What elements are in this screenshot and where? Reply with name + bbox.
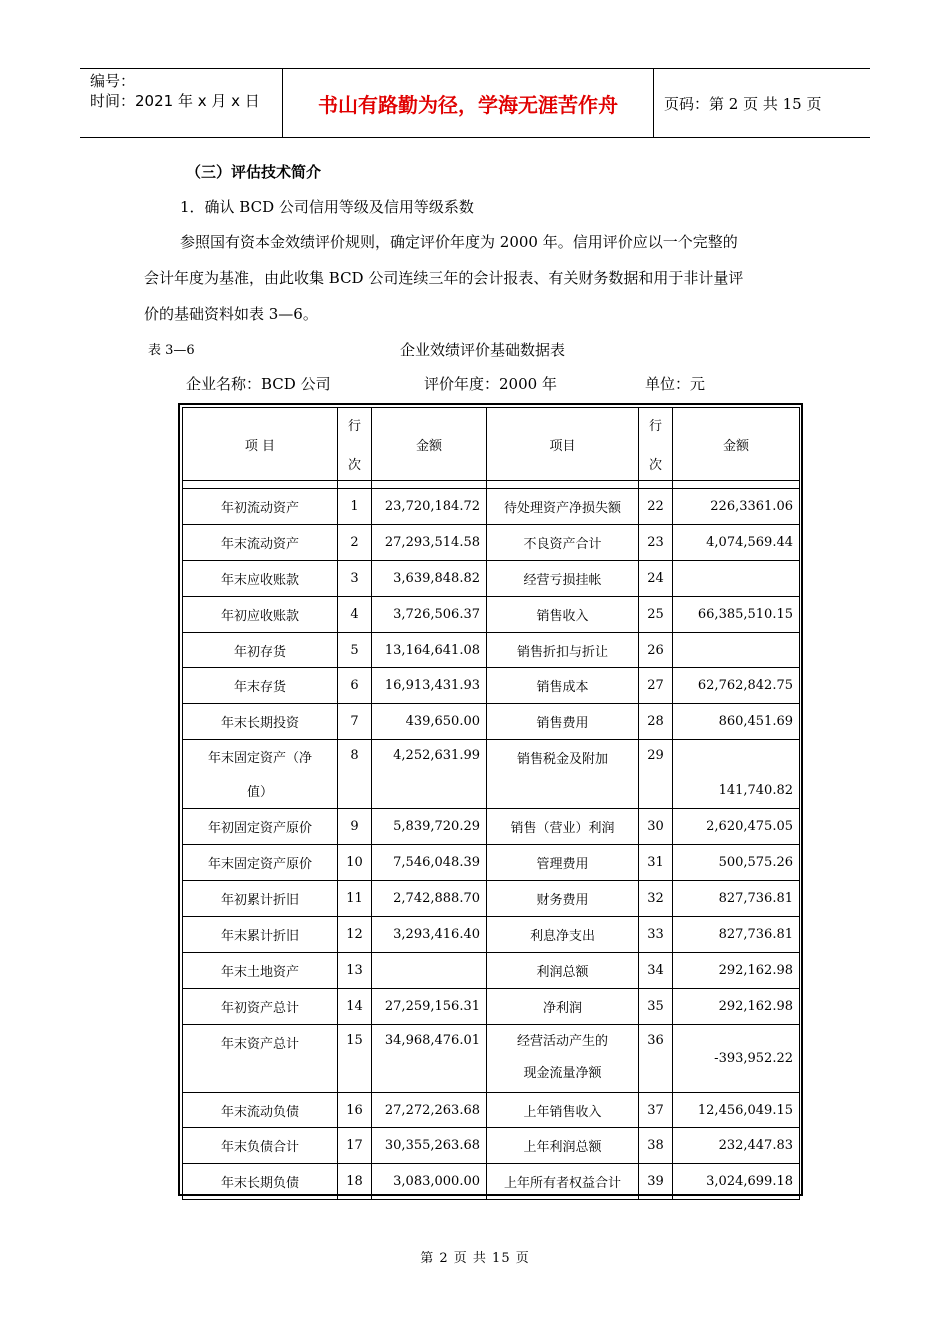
table-row — [183, 916, 800, 952]
performance-data-table — [178, 403, 803, 1196]
row-no: 8 — [338, 740, 372, 809]
row-item: 年末存货 — [183, 668, 338, 704]
header-row-no-2-top: 行 — [648, 419, 662, 434]
row-item: 年初应收账款 — [183, 596, 338, 632]
row-item: 年初流动资产 — [183, 489, 338, 525]
row-no: 1 — [338, 489, 372, 525]
row-amount: 30,355,263.68 — [372, 1128, 487, 1164]
row-item-2: 销售收入 — [487, 596, 639, 632]
row-no: 2 — [338, 524, 372, 560]
row-no: 3 — [338, 560, 372, 596]
row-no: 6 — [338, 668, 372, 704]
header-amount-2: 金额 — [673, 408, 800, 481]
header-item: 项 目 — [183, 408, 338, 481]
header-row-no — [338, 408, 372, 481]
section-heading: （三）评估技术简介 — [186, 163, 322, 181]
header-row-no-top: 行 — [347, 419, 361, 434]
row-amount-2 — [673, 560, 800, 596]
header-item-2: 项目 — [487, 408, 639, 481]
table-row — [183, 489, 800, 525]
row-no: 7 — [338, 704, 372, 740]
page-footer: 第 2 页 共 15 页 — [420, 1251, 530, 1266]
row-item-2: 待处理资产净损失额 — [487, 489, 639, 525]
row-amount: 5,839,720.29 — [372, 809, 487, 845]
row-amount-2: 827,736.81 — [673, 916, 800, 952]
row-item: 年末资产总计 — [183, 1024, 338, 1092]
header-time-label: 时间：2021 年 x 月 x 日 — [90, 92, 260, 110]
header-row-no-2-bottom: 次 — [648, 458, 662, 473]
row-no-2: 36 — [639, 1024, 673, 1092]
unit-line: 单位：元 — [645, 375, 706, 393]
row-amount: 7,546,048.39 — [372, 845, 487, 881]
company-name-line: 企业名称：BCD 公司 — [186, 375, 331, 393]
row-item-2: 上年利润总额 — [487, 1128, 639, 1164]
header-row-no-2 — [639, 408, 673, 481]
row-item: 年末流动资产 — [183, 524, 338, 560]
row-amount — [372, 952, 487, 988]
table-row — [183, 988, 800, 1024]
row-no: 9 — [338, 809, 372, 845]
row-no-2: 30 — [639, 809, 673, 845]
table-row — [183, 668, 800, 704]
header-page-label: 页码：第 2 页 共 15 页 — [664, 94, 822, 113]
row-no-2: 31 — [639, 845, 673, 881]
row-amount: 27,293,514.58 — [372, 524, 487, 560]
page-header — [80, 68, 870, 138]
row-amount-2: -393,952.22 — [673, 1024, 800, 1092]
row-amount: 16,913,431.93 — [372, 668, 487, 704]
row-no: 10 — [338, 845, 372, 881]
row-amount: 13,164,641.08 — [372, 632, 487, 668]
row-amount-2: 2,620,475.05 — [673, 809, 800, 845]
row-amount-2: 4,074,569.44 — [673, 524, 800, 560]
row-item-2: 经营亏损挂帐 — [487, 560, 639, 596]
evaluation-year-line: 评价年度：2000 年 — [424, 375, 557, 393]
spacer-cell — [372, 481, 487, 489]
row-item: 年初累计折旧 — [183, 881, 338, 917]
row-no-2: 27 — [639, 668, 673, 704]
row-item: 年末负债合计 — [183, 1128, 338, 1164]
row-no: 13 — [338, 952, 372, 988]
table-row — [183, 845, 800, 881]
row-item — [183, 740, 338, 809]
paragraph-line-3: 价的基础资料如表 3—6。 — [144, 305, 318, 323]
row-item-line-1: 年末固定资产（净 — [207, 751, 312, 767]
row-amount: 3,726,506.37 — [372, 596, 487, 632]
table-number: 表 3—6 — [148, 343, 195, 358]
row-item: 年末土地资产 — [183, 952, 338, 988]
row-amount-2: 500,575.26 — [673, 845, 800, 881]
row-item-2: 销售成本 — [487, 668, 639, 704]
table-row — [183, 560, 800, 596]
row-amount: 2,742,888.70 — [372, 881, 487, 917]
row-amount: 3,083,000.00 — [372, 1164, 487, 1200]
row-amount: 439,650.00 — [372, 704, 487, 740]
table-row — [183, 596, 800, 632]
row-no: 15 — [338, 1024, 372, 1092]
row-amount: 4,252,631.99 — [372, 740, 487, 809]
table-row — [183, 704, 800, 740]
row-item-2 — [487, 1024, 639, 1092]
row-item-2: 利润总额 — [487, 952, 639, 988]
row-item: 年末流动负债 — [183, 1092, 338, 1128]
row-no-2: 23 — [639, 524, 673, 560]
row-no-2: 33 — [639, 916, 673, 952]
row-no-2: 28 — [639, 704, 673, 740]
row-amount: 27,272,263.68 — [372, 1092, 487, 1128]
header-amount: 金额 — [372, 408, 487, 481]
row-no-2: 32 — [639, 881, 673, 917]
header-number-label: 编号： — [90, 72, 136, 90]
table-header-row — [183, 408, 800, 481]
row-no: 12 — [338, 916, 372, 952]
row-item-2: 上年销售收入 — [487, 1092, 639, 1128]
row-item-2: 销售费用 — [487, 704, 639, 740]
table-row — [183, 524, 800, 560]
row-item: 年末应收账款 — [183, 560, 338, 596]
row-amount-2: 827,736.81 — [673, 881, 800, 917]
row-amount-2: 860,451.69 — [673, 704, 800, 740]
row-item-2-line-1: 经营活动产生的 — [516, 1034, 608, 1050]
row-no-2: 22 — [639, 489, 673, 525]
header-motto: 书山有路勤为径，学海无涯苦作舟 — [282, 69, 654, 137]
row-amount: 27,259,156.31 — [372, 988, 487, 1024]
row-no: 18 — [338, 1164, 372, 1200]
row-item-2: 销售（营业）利润 — [487, 809, 639, 845]
row-amount-2 — [673, 632, 800, 668]
row-no-2: 35 — [639, 988, 673, 1024]
row-item-2: 销售折扣与折让 — [487, 632, 639, 668]
row-no-2: 34 — [639, 952, 673, 988]
row-amount: 34,968,476.01 — [372, 1024, 487, 1092]
row-no: 5 — [338, 632, 372, 668]
row-no: 16 — [338, 1092, 372, 1128]
header-meta — [80, 69, 282, 137]
row-no-2: 39 — [639, 1164, 673, 1200]
row-amount-2: 12,456,049.15 — [673, 1092, 800, 1128]
spacer-cell — [639, 481, 673, 489]
row-item-2: 销售税金及附加 — [487, 740, 639, 809]
row-amount-2: 62,762,842.75 — [673, 668, 800, 704]
row-item-2-line-2: 现金流量净额 — [523, 1066, 602, 1082]
row-item-2: 财务费用 — [487, 881, 639, 917]
row-amount-2: 292,162.98 — [673, 952, 800, 988]
table-row — [183, 740, 800, 809]
spacer-cell — [487, 481, 639, 489]
row-no-2: 29 — [639, 740, 673, 809]
row-item: 年初固定资产原价 — [183, 809, 338, 845]
row-item: 年末长期负债 — [183, 1164, 338, 1200]
row-no-2: 38 — [639, 1128, 673, 1164]
row-item: 年末固定资产原价 — [183, 845, 338, 881]
row-no-2: 24 — [639, 560, 673, 596]
row-amount-2: 232,447.83 — [673, 1128, 800, 1164]
row-item-2: 不良资产合计 — [487, 524, 639, 560]
row-item: 年初资产总计 — [183, 988, 338, 1024]
table-row — [183, 1128, 800, 1164]
row-item: 年末累计折旧 — [183, 916, 338, 952]
row-amount: 23,720,184.72 — [372, 489, 487, 525]
row-amount: 3,293,416.40 — [372, 916, 487, 952]
table-row — [183, 881, 800, 917]
row-item-2: 上年所有者权益合计 — [487, 1164, 639, 1200]
data-table — [182, 407, 800, 1200]
row-no-2: 37 — [639, 1092, 673, 1128]
row-amount-2: 292,162.98 — [673, 988, 800, 1024]
table-row — [183, 1164, 800, 1200]
table-row — [183, 952, 800, 988]
table-row — [183, 1024, 800, 1092]
row-item: 年末长期投资 — [183, 704, 338, 740]
row-no-2: 25 — [639, 596, 673, 632]
row-amount-2: 141,740.82 — [673, 740, 800, 809]
row-no: 17 — [338, 1128, 372, 1164]
subsection-heading: 1．确认 BCD 公司信用等级及信用等级系数 — [180, 198, 474, 216]
table-row — [183, 809, 800, 845]
row-no-2: 26 — [639, 632, 673, 668]
row-no: 4 — [338, 596, 372, 632]
paragraph-line-2: 会计年度为基准，由此收集 BCD 公司连续三年的会计报表、有关财务数据和用于非计量评 — [144, 269, 744, 287]
row-item-2: 管理费用 — [487, 845, 639, 881]
row-item-line-2: 值） — [246, 785, 273, 801]
table-row — [183, 1092, 800, 1128]
spacer-cell — [183, 481, 338, 489]
table-spacer-row — [183, 481, 800, 489]
table-title: 企业效绩评价基础数据表 — [400, 341, 566, 359]
row-item: 年初存货 — [183, 632, 338, 668]
header-row-no-bottom: 次 — [347, 458, 361, 473]
row-item-2: 净利润 — [487, 988, 639, 1024]
row-amount: 3,639,848.82 — [372, 560, 487, 596]
row-amount-2: 226,3361.06 — [673, 489, 800, 525]
row-no: 11 — [338, 881, 372, 917]
paragraph-line-1: 参照国有资本金效绩评价规则，确定评价年度为 2000 年。信用评价应以一个完整的 — [180, 233, 738, 251]
row-no: 14 — [338, 988, 372, 1024]
row-amount-2: 66,385,510.15 — [673, 596, 800, 632]
row-item-2: 利息净支出 — [487, 916, 639, 952]
row-amount-2: 3,024,699.18 — [673, 1164, 800, 1200]
spacer-cell — [673, 481, 800, 489]
table-row — [183, 632, 800, 668]
spacer-cell — [338, 481, 372, 489]
